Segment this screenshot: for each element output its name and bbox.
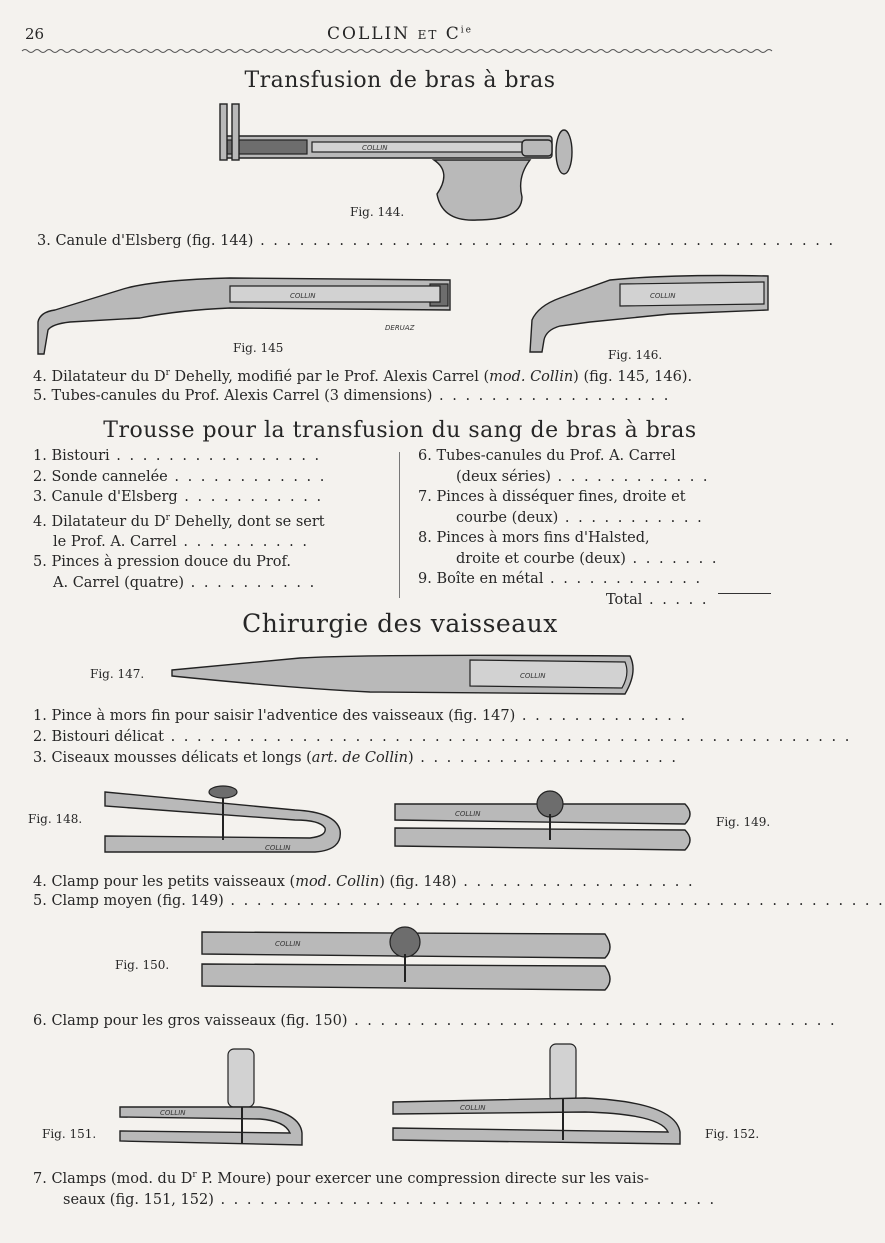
column-divider	[399, 452, 400, 598]
engraving-collin-144: COLLIN	[362, 144, 388, 152]
trousse-item-5b: A. Carrel (quatre) . . . . . . . . . .	[53, 574, 317, 591]
trousse-item-6: 6. Tubes-canules du Prof. A. Carrel	[418, 448, 676, 464]
list-item-clamp-petits: 4. Clamp pour les petits vaisseaux (mod. Collin) (fig. 148) . . . . . . . . . . . . . . . . . .	[33, 874, 695, 890]
trousse-item-8: 8. Pinces à mors fins d'Halsted,	[418, 530, 650, 546]
trousse-item-9: 9. Boîte en métal . . . . . . . . . . . .	[418, 571, 703, 587]
fig-148-caption: Fig. 148.	[28, 812, 83, 826]
engraving-collin-150: COLLIN	[275, 940, 301, 948]
trousse-item-7: 7. Pinces à disséquer fines, droite et	[418, 489, 686, 505]
trousse-item-6b: (deux séries) . . . . . . . . . . . .	[456, 468, 710, 485]
list-item-clamps-moure: 7. Clamps (mod. du $D^r$ P. Moure) pour exercer une compression directe sur les vais-	[33, 1170, 649, 1187]
engraving-collin-148: COLLIN	[265, 844, 291, 852]
list-item-bistouri: 2. Bistouri délicat . . . . . . . . . . . . . . . . . . . . . . . . . . . . . . . . . . . . . . . . . . . . . . . . . . . .	[33, 729, 852, 745]
engraving-collin-147: COLLIN	[520, 672, 546, 680]
engraving-collin-145: COLLIN	[290, 292, 316, 300]
fig-148-illustration	[95, 780, 350, 860]
trousse-item-1: 1. Bistouri . . . . . . . . . . . . . . . .	[33, 448, 322, 464]
trousse-item-5: 5. Pinces à pression douce du Prof.	[33, 554, 291, 571]
list-item-pince: 1. Pince à mors fin pour saisir l'adventice des vaisseaux (fig. 147) . . . . . . . . . . . . .	[33, 708, 688, 724]
fig-150-caption: Fig. 150.	[115, 958, 170, 972]
list-item-ciseaux: 3. Ciseaux mousses délicats et longs (art. de Collin) . . . . . . . . . . . . . . . . . . . .	[33, 750, 679, 766]
trousse-item-7b: courbe (deux) . . . . . . . . . . .	[456, 509, 704, 526]
fig-150-illustration	[190, 920, 620, 998]
list-item-canule: 3. Canule d'Elsberg (fig. 144) . . . . . . . . . . . . . . . . . . . . . . . . . . . . . . . . . . . . . . . . . . . .	[37, 233, 836, 249]
company-et: ET	[417, 28, 439, 42]
section-title-trousse: Trousse pour la transfusion du sang de bras à bras	[103, 418, 697, 443]
section-title-transfusion: Transfusion de bras à bras	[244, 68, 556, 93]
section-title-chirurgie: Chirurgie des vaisseaux	[242, 609, 558, 638]
list-item-tubes: 5. Tubes-canules du Prof. Alexis Carrel (3 dimensions) . . . . . . . . . . . . . . . . . .	[33, 388, 671, 404]
engraving-collin-146: COLLIN	[650, 292, 676, 300]
company-name: COLLIN	[327, 24, 411, 44]
fig-147-caption: Fig. 147.	[90, 667, 145, 681]
fig-146-illustration	[520, 270, 770, 355]
fig-146-caption: Fig. 146.	[608, 348, 663, 362]
trousse-item-4: 4. Dilatateur du $D^r$ Dehelly, dont se sert	[33, 512, 325, 530]
engraving-deruaz: DERUAZ	[385, 324, 415, 332]
company-co: C	[445, 24, 461, 44]
trousse-item-2: 2. Sonde cannelée . . . . . . . . . . . .	[33, 468, 327, 485]
engraving-collin-152: COLLIN	[460, 1104, 486, 1112]
fig-144-caption: Fig. 144.	[350, 205, 405, 219]
trousse-item-4b: le Prof. A. Carrel . . . . . . . . . .	[53, 533, 310, 550]
company-header	[0, 24, 800, 44]
list-item-clamp-moyen: 5. Clamp moyen (fig. 149) . . . . . . . . . . . . . . . . . . . . . . . . . . . . . . . . . . . . . . . . . . . . . . . . . .	[33, 893, 885, 909]
fig-152-caption: Fig. 152.	[705, 1127, 760, 1141]
trousse-item-3: 3. Canule d'Elsberg . . . . . . . . . . .	[33, 489, 324, 505]
fig-145-caption: Fig. 145	[233, 341, 284, 355]
trousse-item-8b: droite et courbe (deux) . . . . . . .	[456, 550, 719, 567]
trousse-total: Total . . . . .	[606, 591, 709, 608]
header-rule	[22, 48, 772, 54]
fig-149-caption: Fig. 149.	[716, 815, 771, 829]
page-number: 26	[25, 25, 45, 43]
fig-147-illustration	[170, 652, 640, 700]
list-item-clamps-moure-cont: seaux (fig. 151, 152) . . . . . . . . . . . . . . . . . . . . . . . . . . . . . . . . . . . . . .	[63, 1192, 717, 1208]
list-item-dilatateur: 4. Dilatateur du $D^r$ Dehelly, modifié par le Prof. Alexis Carrel (mod. Collin) (fig. 145, 146).	[33, 368, 693, 385]
fig-151-caption: Fig. 151.	[42, 1127, 97, 1141]
fig-151-illustration	[110, 1045, 315, 1157]
engraving-collin-149: COLLIN	[455, 810, 481, 818]
trousse-left-column	[33, 446, 388, 593]
list-item-clamp-gros: 6. Clamp pour les gros vaisseaux (fig. 150) . . . . . . . . . . . . . . . . . . . . . . . . . . . . . . . . . . . . .	[33, 1013, 837, 1029]
company-co-sup: ie	[460, 25, 473, 36]
total-rule	[718, 593, 771, 594]
trousse-right-column	[418, 446, 778, 610]
fig-152-illustration	[385, 1040, 690, 1155]
fig-149-illustration	[385, 784, 700, 854]
engraving-collin-151: COLLIN	[160, 1109, 186, 1117]
